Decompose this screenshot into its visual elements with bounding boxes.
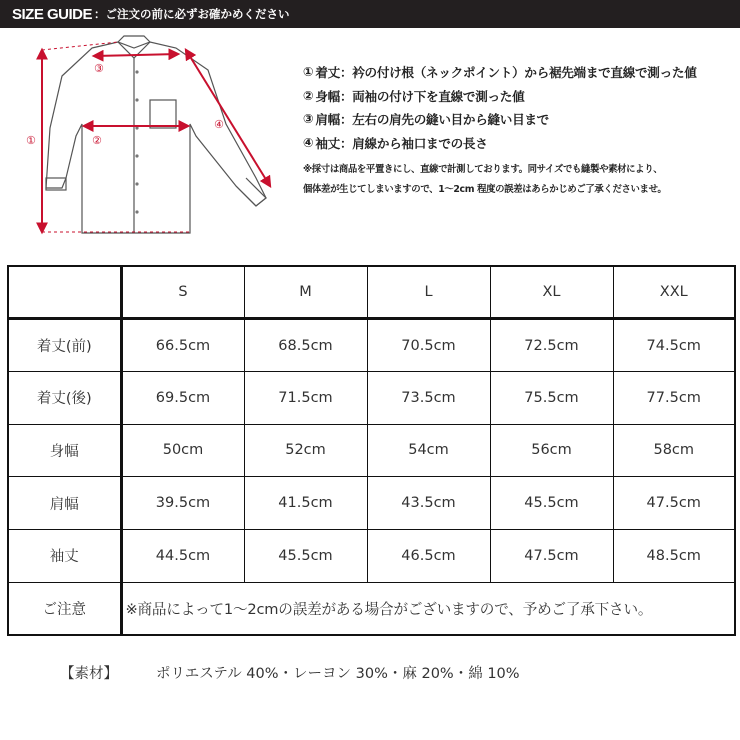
note-text: 肩幅：左右の肩先の縫い目から縫い目まで xyxy=(315,112,549,128)
size-column-header: M xyxy=(244,266,367,319)
marker-4: ④ xyxy=(214,118,224,131)
size-header-row xyxy=(8,266,735,319)
note-item xyxy=(303,131,735,155)
table-cell: 39.5cm xyxy=(121,477,244,530)
table-cell: 72.5cm xyxy=(490,319,613,372)
note-number: ③ xyxy=(303,111,314,127)
row-label: 着丈(前) xyxy=(8,319,121,372)
table-cell: 48.5cm xyxy=(613,529,735,582)
row-label: 着丈(後) xyxy=(8,371,121,424)
table-cell: 45.5cm xyxy=(244,529,367,582)
note-text: 袖丈：肩線から袖口までの長さ xyxy=(315,135,488,151)
caveat-line: ※採寸は商品を平置きにし、直線で計測しております。同サイズでも縫製や素材により、 xyxy=(303,164,663,175)
table-cell: 71.5cm xyxy=(244,371,367,424)
size-column-header: L xyxy=(367,266,490,319)
table-cell: 52cm xyxy=(244,424,367,477)
note-row-label: ご注意 xyxy=(8,582,121,635)
table-cell: 70.5cm xyxy=(367,319,490,372)
table-cell: 68.5cm xyxy=(244,319,367,372)
note-text: 着丈：衿の付け根（ネックポイント）から裾先端まで直線で測った値 xyxy=(315,65,697,81)
measurement-caveat xyxy=(303,160,735,200)
note-text: 身幅：両袖の付け下を直線で測った値 xyxy=(315,88,525,104)
size-guide-subtitle: ：ご注文の前に必ずお確かめください xyxy=(94,7,290,21)
table-cell: 47.5cm xyxy=(490,529,613,582)
size-guide-header xyxy=(0,0,740,28)
table-cell: 77.5cm xyxy=(613,371,735,424)
note-item xyxy=(303,60,735,84)
row-label: 身幅 xyxy=(8,424,121,477)
table-cell: 75.5cm xyxy=(490,371,613,424)
note-number: ① xyxy=(303,64,314,80)
caveat-line: 個体差が生じてしまいますので、1〜2cm 程度の誤差はあらかじめご了承くださいませ。 xyxy=(303,184,667,195)
table-row xyxy=(8,477,735,530)
table-cell: 44.5cm xyxy=(121,529,244,582)
table-cell: 66.5cm xyxy=(121,319,244,372)
table-cell: 46.5cm xyxy=(367,529,490,582)
row-label: 袖丈 xyxy=(8,529,121,582)
table-cell: 54cm xyxy=(367,424,490,477)
note-item xyxy=(303,107,735,131)
table-cell: 45.5cm xyxy=(490,477,613,530)
table-row xyxy=(8,371,735,424)
size-table xyxy=(7,265,736,636)
note-row xyxy=(8,582,735,635)
size-column-header: XL xyxy=(490,266,613,319)
note-number: ④ xyxy=(303,134,314,150)
table-cell: 69.5cm xyxy=(121,371,244,424)
table-cell: 41.5cm xyxy=(244,477,367,530)
table-cell: 74.5cm xyxy=(613,319,735,372)
note-item xyxy=(303,84,735,108)
note-number: ② xyxy=(303,87,314,103)
table-cell: 50cm xyxy=(121,424,244,477)
material-info xyxy=(60,662,520,683)
table-row xyxy=(8,319,735,372)
marker-2: ② xyxy=(92,134,102,147)
table-cell: 73.5cm xyxy=(367,371,490,424)
shirt-outline xyxy=(46,36,266,233)
size-column-header: XXL xyxy=(613,266,735,319)
size-guide-title: SIZE GUIDE xyxy=(12,5,93,23)
shirt-measurement-diagram xyxy=(0,28,300,250)
marker-1: ① xyxy=(26,134,36,147)
material-text: ポリエステル 40%・レーヨン 30%・麻 20%・綿 10% xyxy=(156,666,520,682)
table-row xyxy=(8,424,735,477)
table-cell: 43.5cm xyxy=(367,477,490,530)
marker-3: ③ xyxy=(94,62,104,75)
measurement-notes xyxy=(303,60,735,200)
corner-cell xyxy=(8,266,121,319)
table-cell: 56cm xyxy=(490,424,613,477)
row-label: 肩幅 xyxy=(8,477,121,530)
table-cell: 58cm xyxy=(613,424,735,477)
table-row xyxy=(8,529,735,582)
material-label: 【素材】 xyxy=(60,666,118,682)
note-row-text: ※商品によって1～2cmの誤差がある場合がございますので、予めご了承下さい。 xyxy=(121,582,735,635)
size-column-header: S xyxy=(121,266,244,319)
table-cell: 47.5cm xyxy=(613,477,735,530)
